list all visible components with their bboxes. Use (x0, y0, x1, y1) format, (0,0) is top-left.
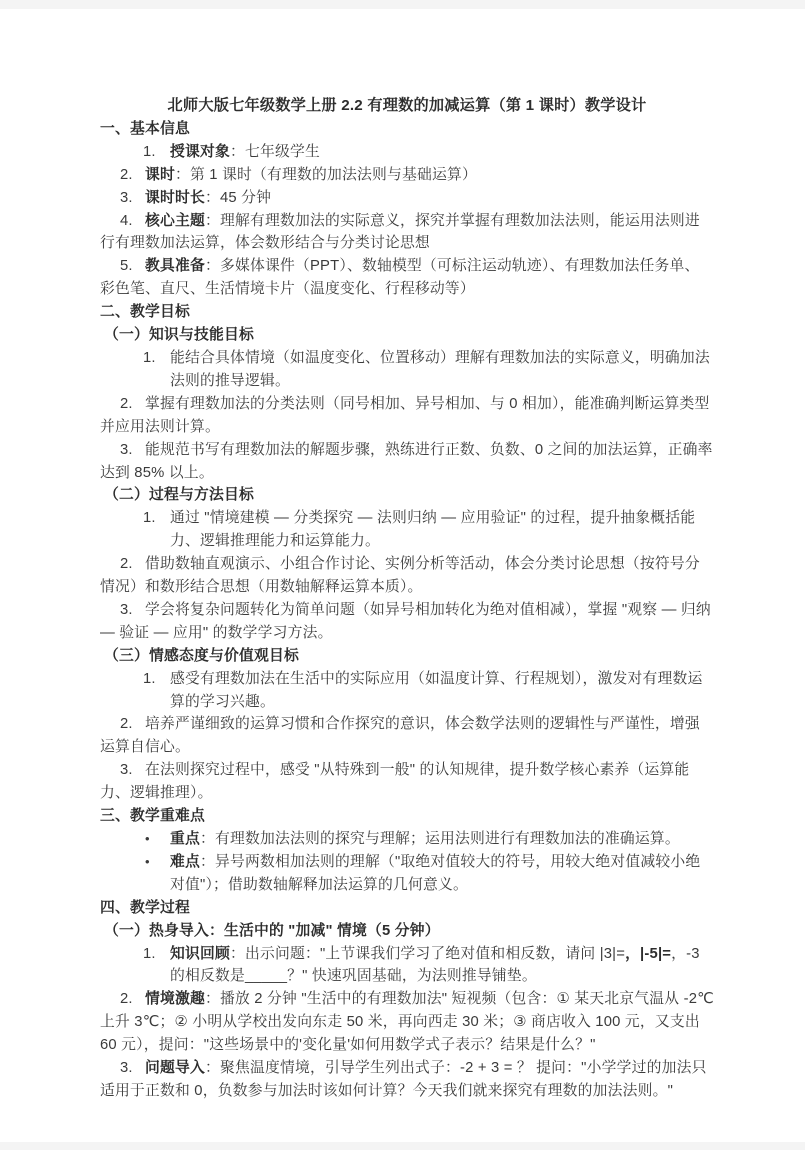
text-run: 感受有理数加法在生活中的实际应用（如温度计算、行程规划），激发对有理数运算的学习兴趣。 (170, 670, 703, 710)
bullet-marker: • (145, 853, 150, 869)
numbered-item (100, 599, 714, 645)
text-run: ：第 1 课时（有理数的加法法则与基础运算） (175, 166, 477, 183)
bold-text-run: 四、教学过程 (100, 899, 190, 916)
bold-text-run: （一）知识与技能目标 (104, 327, 254, 344)
list-number: 1. (143, 670, 156, 687)
page-top-edge (0, 0, 805, 9)
doc-title (100, 95, 714, 118)
list-number: 3. (120, 189, 133, 206)
list-number: 3. (120, 1060, 133, 1077)
bold-text-run: 核心主题 (145, 212, 205, 229)
bold-text-run: 北师大版七年级数学上册 2.2 有理数的加减运算（第 1 课时）教学设计 (167, 97, 647, 114)
bold-text-run: ，|-5|= (625, 945, 672, 962)
list-number: 1. (143, 945, 156, 962)
list-number: 1. (143, 510, 156, 527)
bold-text-run: 课时时长 (145, 189, 205, 206)
text-run: ：多媒体课件（PPT）、数轴模型（可标注运动轨迹）、有理数加法任务单、彩色笔、直尺、生活情境卡片（温度变化、行程移动等） (100, 258, 700, 298)
numbered-item (100, 553, 714, 599)
list-number: 2. (120, 991, 133, 1008)
text-run: 掌握有理数加法的分类法则（同号相加、异号相加、与 0 相加），能准确判断运算类型并应用法则计算。 (100, 395, 710, 435)
text-run: ：理解有理数加法的实际意义，探究并掌握有理数加法法则，能运用法则进行有理数加法运算，体会数形结合与分类讨论思想 (100, 212, 700, 252)
text-run: ：异号两数相加法则的理解（"取绝对值较大的符号，用较大绝对值减较小绝对值"）；借助数轴解释加法运算的几何意义。 (170, 853, 701, 893)
list-number: 3. (120, 762, 133, 779)
list-number: 1. (143, 349, 156, 366)
bullet-item (100, 828, 714, 851)
text-run: ：七年级学生 (230, 143, 320, 160)
numbered-item (100, 507, 714, 553)
bold-text-run: （二）过程与方法目标 (104, 487, 254, 504)
text-run: 在法则探究过程中，感受 "从特殊到一般" 的认知规律，提升数学核心素养（运算能力、逻辑推理）。 (100, 762, 690, 802)
numbered-item (100, 187, 714, 210)
subsection-heading (100, 920, 714, 943)
bold-text-run: 二、教学目标 (100, 304, 190, 321)
bold-text-run: 情境激趣 (145, 991, 205, 1008)
bold-text-run: 一、基本信息 (100, 120, 190, 137)
list-number: 2. (120, 166, 133, 183)
numbered-item (100, 988, 714, 1057)
list-number: 1. (143, 143, 156, 160)
numbered-item (100, 713, 714, 759)
bold-text-run: 教具准备 (145, 258, 205, 275)
bold-text-run: 难点 (170, 853, 200, 870)
text-run: 借助数轴直观演示、小组合作讨论、实例分析等活动，体会分类讨论思想（按符号分情况）和数形结合思想（用数轴解释运算本质）。 (100, 556, 700, 596)
bold-text-run: 授课对象 (170, 143, 230, 160)
section-heading-4 (100, 897, 714, 920)
list-number: 2. (120, 395, 133, 412)
list-number: 3. (120, 441, 133, 458)
section-heading-2 (100, 301, 714, 324)
subsection-heading (100, 645, 714, 668)
document-content (100, 95, 714, 1103)
page-bottom-edge (0, 1142, 805, 1150)
bold-text-run: （三）情感态度与价值观目标 (104, 647, 299, 664)
section-heading-1 (100, 118, 714, 141)
numbered-item (100, 668, 714, 714)
bold-text-run: 课时 (145, 166, 175, 183)
list-number: 2. (120, 556, 133, 573)
numbered-item (100, 255, 714, 301)
text-run: ：播放 2 分钟 "生活中的有理数加法" 短视频（包含：① 某天北京气温从 -2℃上升 3℃；② 小明从学校出发向东走 50 米，再向西走 30 米；③ 商店收入 100 元，又支出 60 元），提问："这些场景中的'变化量'如何用数学式子表示？结果是什么？" (100, 991, 714, 1054)
numbered-item (100, 164, 714, 187)
text-run: 通过 "情境建模 — 分类探究 — 法则归纳 — 应用验证" 的过程，提升抽象概括能力、逻辑推理能力和运算能力。 (170, 510, 696, 550)
text-run: 培养严谨细致的运算习惯和合作探究的意识，体会数学法则的逻辑性与严谨性，增强运算自信心。 (100, 716, 700, 756)
bold-text-run: 重点 (170, 831, 200, 847)
section-heading-3 (100, 805, 714, 828)
numbered-item (100, 393, 714, 439)
text-run: 学会将复杂问题转化为简单问题（如异号相加转化为绝对值相减），掌握 "观察 — 归纳 — 验证 — 应用" 的数学学习方法。 (100, 601, 711, 641)
list-number: 2. (120, 716, 133, 733)
text-run: 能结合具体情境（如温度变化、位置移动）理解有理数加法的实际意义，明确加法法则的推导逻辑。 (170, 349, 710, 389)
list-number: 4. (120, 212, 133, 229)
bullet-marker: • (145, 831, 150, 846)
numbered-item (100, 943, 714, 989)
text-run: ：45 分钟 (205, 189, 272, 206)
numbered-item (100, 347, 714, 393)
bullet-item (100, 851, 714, 897)
list-number: 3. (120, 601, 133, 618)
list-number: 5. (120, 258, 133, 275)
bold-text-run: 知识回顾 (170, 945, 230, 962)
subsection-heading (100, 324, 714, 347)
text-run: ：出示问题："上节课我们学习了绝对值和相反数，请问 |3|= (230, 945, 626, 962)
numbered-item (100, 439, 714, 485)
bold-text-run: 问题导入 (145, 1060, 205, 1077)
bold-text-run: （一）热身导入：生活中的 "加减" 情境（5 分钟） (104, 922, 440, 939)
subsection-heading (100, 484, 714, 507)
numbered-item (100, 1057, 714, 1103)
text-run: ：聚焦温度情境，引导学生列出式子：-2 + 3 = ？ 提问："小学学过的加法只适用于正数和 0，负数参与加法时该如何计算？今天我们就来探究有理数的加法法则。" (100, 1060, 707, 1099)
text-run: 能规范书写有理数加法的解题步骤，熟练进行正数、负数、0 之间的加法运算，正确率达到 85% 以上。 (100, 441, 713, 481)
bold-text-run: 三、教学重难点 (100, 808, 205, 825)
numbered-item (100, 759, 714, 805)
text-run: ，-3 的相反数是_____？" 快速巩固基础，为法则推导铺垫。 (170, 945, 700, 985)
text-run: ：有理数加法法则的探究与理解；运用法则进行有理数加法的准确运算。 (200, 831, 680, 847)
numbered-item (100, 210, 714, 256)
numbered-item (100, 141, 714, 164)
